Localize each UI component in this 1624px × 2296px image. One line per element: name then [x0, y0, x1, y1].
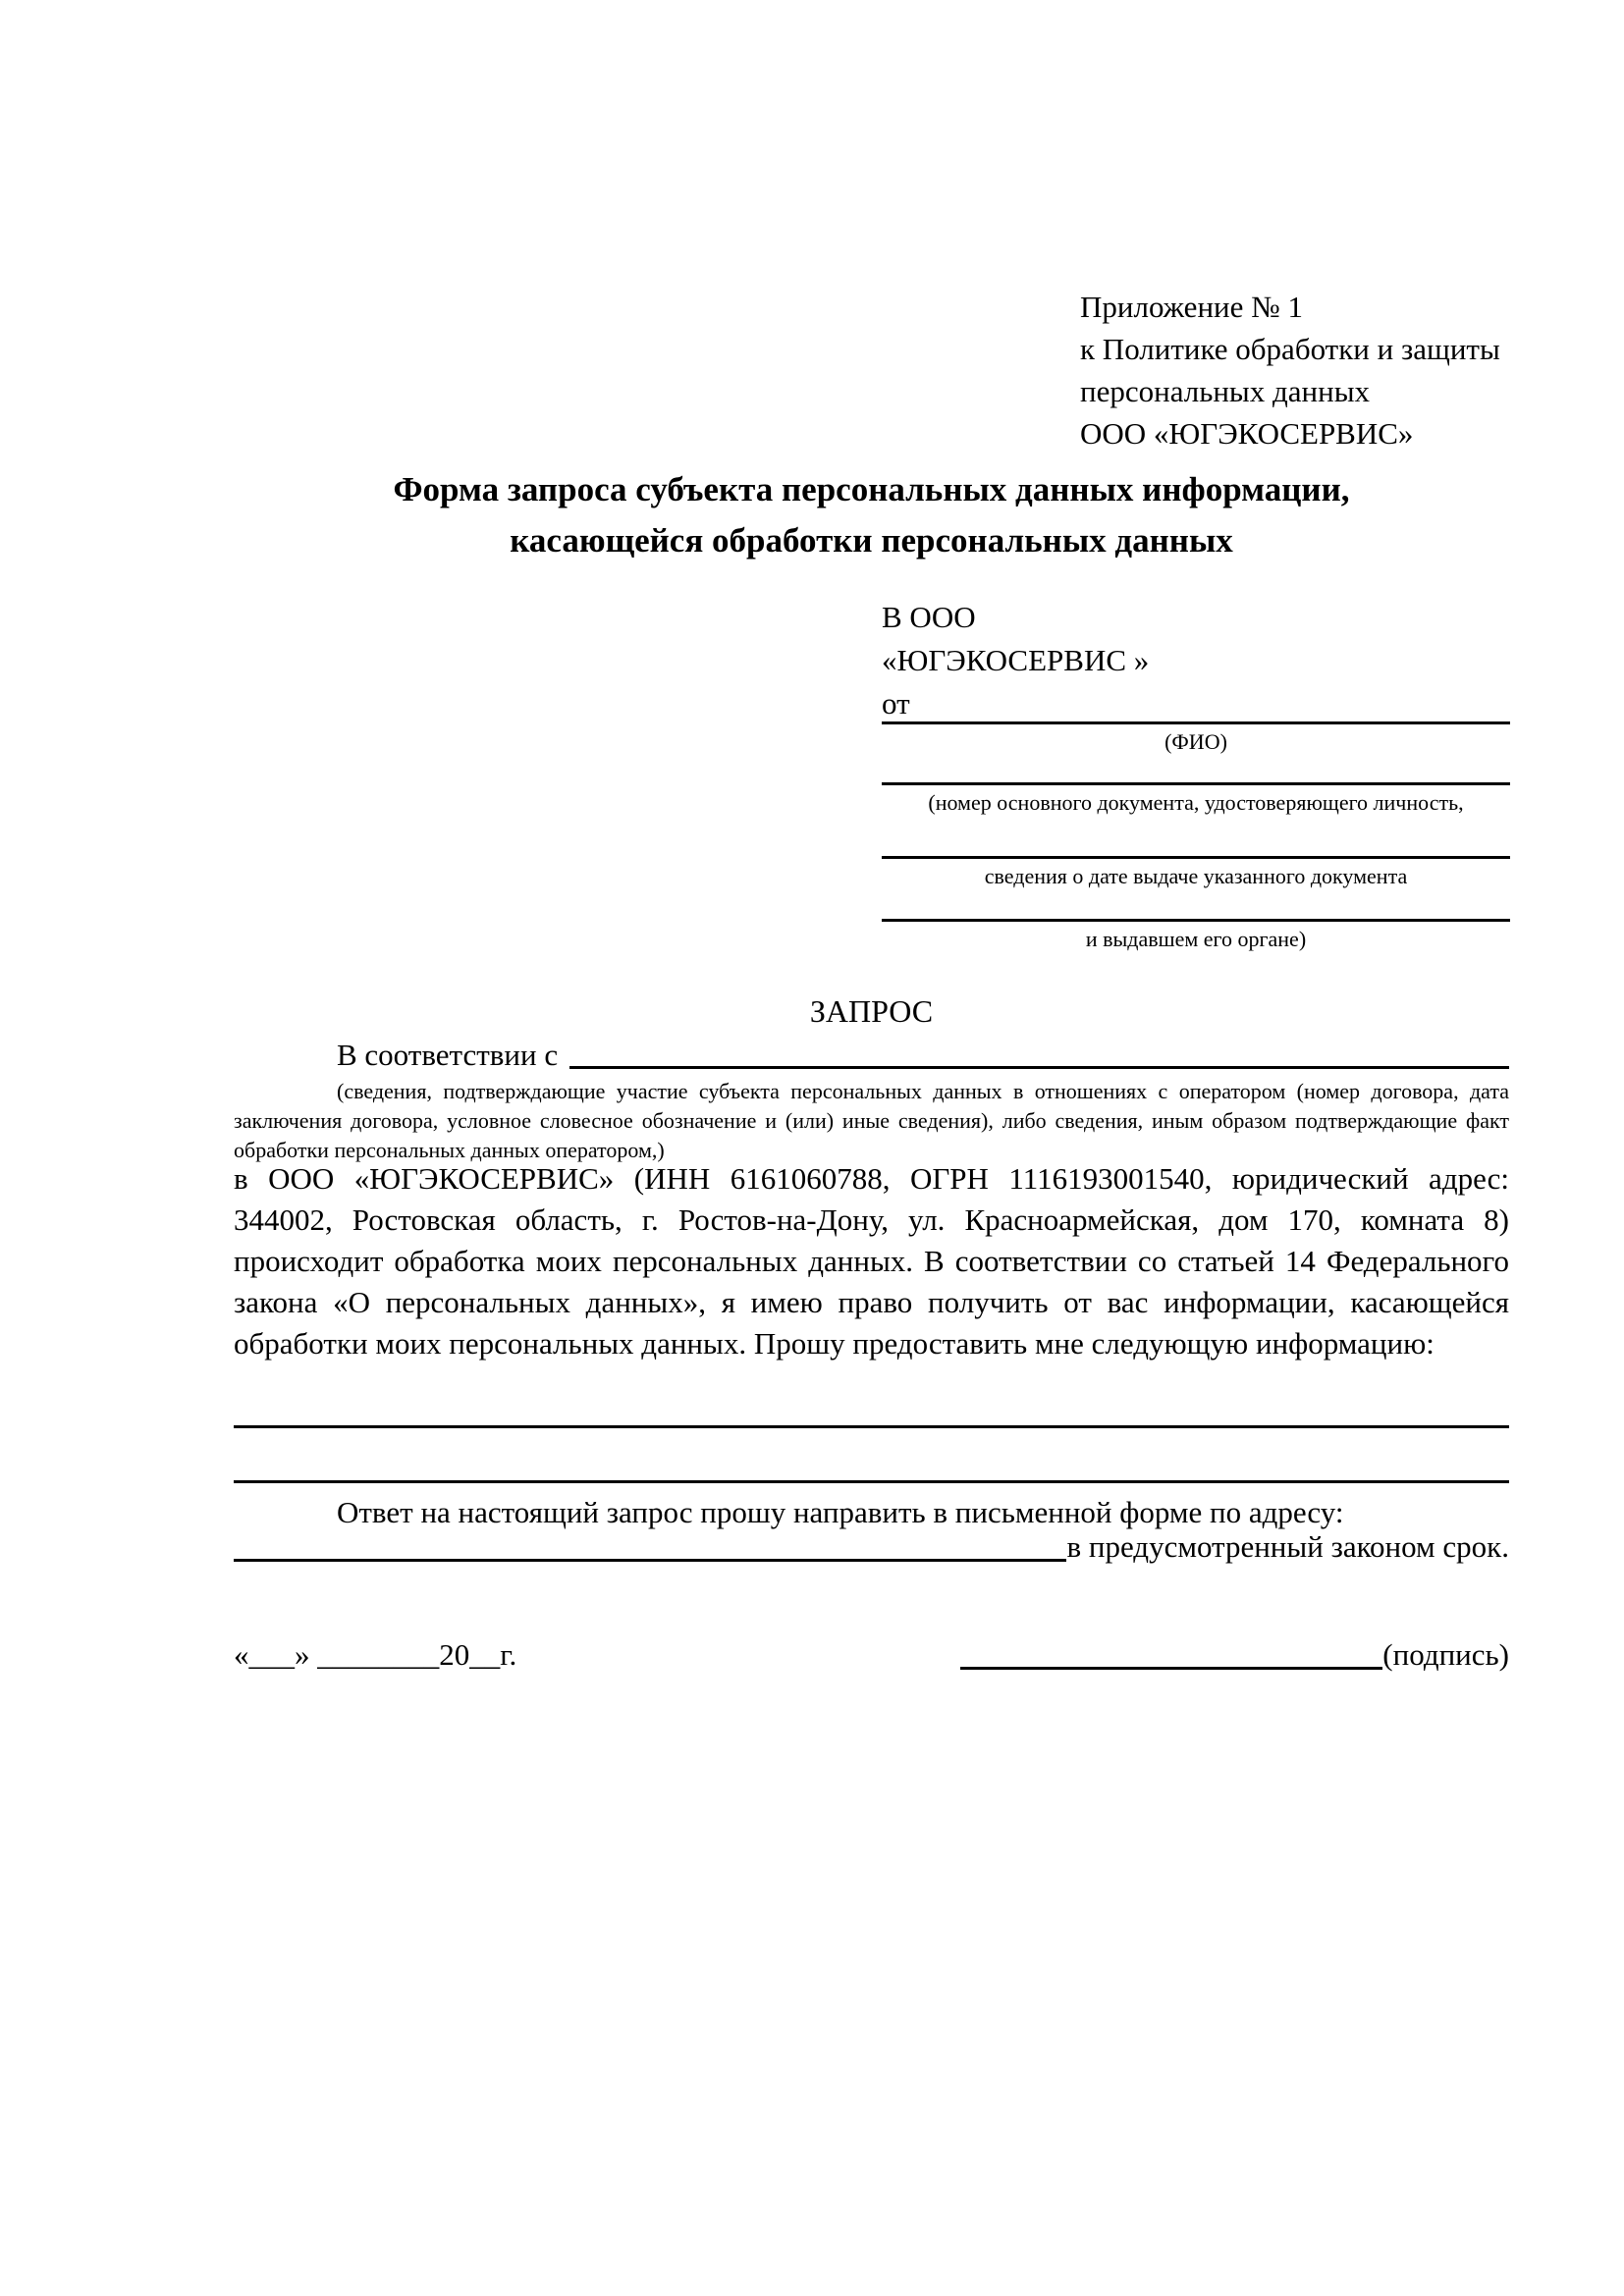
appendix-note	[1080, 286, 1500, 454]
appendix-line: персональных данных	[1080, 374, 1371, 408]
field-issuing-authority	[882, 919, 1510, 952]
information-blank-line-1	[234, 1425, 1509, 1428]
issuing-authority-caption: и выдавшем его органе)	[1085, 927, 1307, 951]
document-title	[234, 464, 1509, 566]
field-issue-date	[882, 856, 1510, 889]
reply-address-row	[234, 1527, 1509, 1567]
information-blank-line-2	[234, 1480, 1509, 1483]
document-title-line: касающейся обработки персональных данных	[510, 521, 1233, 560]
field-fio	[882, 721, 1510, 755]
signature-blank-line	[960, 1667, 1382, 1670]
appendix-line: к Политике обработки и защиты	[1080, 332, 1500, 366]
basis-blank-line	[569, 1066, 1509, 1069]
signature-caption: (подпись)	[1382, 1637, 1509, 1672]
addressee-block	[882, 596, 1149, 725]
request-intro-prefix: В соответствии с	[337, 1038, 559, 1072]
issue-date-caption: сведения о дате выдаче указанного документа	[984, 864, 1408, 888]
signature-cell	[960, 1634, 1509, 1676]
fio-caption: (ФИО)	[1164, 729, 1227, 754]
field-document-number	[882, 782, 1510, 816]
request-intro-row	[234, 1037, 1509, 1074]
request-heading: ЗАПРОС	[809, 993, 934, 1029]
request-intro-footnote: (сведения, подтверждающие участие субъекта персональных данных в отношениях с оператором (номер договора, дата заключения договора, условное словесное обозначение и (или) иные сведения), либо сведения, иным образом подтверждающие факт обработки персональных данных оператором,)	[234, 1079, 1509, 1162]
signature-row	[234, 1634, 1509, 1676]
date-blank-line: «___» ________20__г.	[234, 1637, 517, 1672]
document-title-line: Форма запроса субъекта персональных данных информации,	[393, 470, 1350, 508]
addressee-line: В ООО	[882, 600, 976, 634]
reply-sentence: Ответ на настоящий запрос прошу направить в письменной форме по адресу:	[337, 1495, 1344, 1529]
addressee-line: «ЮГЭКОСЕРВИС »	[882, 643, 1150, 677]
appendix-line: ООО «ЮГЭКОСЕРВИС»	[1080, 416, 1414, 451]
addressee-line: от	[882, 686, 910, 721]
request-body-paragraph: в ООО «ЮГЭКОСЕРВИС» (ИНН 6161060788, ОГРН 1116193001540, юридический адрес: 344002, Ростовская область, г. Ростов-на-Дону, ул. Красноармейская, дом 170, комната 8) происходит обработка моих персональных данных. В соответствии со статьей 14 Федерального закона «О персональных данных», я имею право получить от вас информации, касающейся обработки моих персональных данных. Прошу предоставить мне следующую информацию:	[234, 1161, 1509, 1361]
address-blank-line	[234, 1559, 1066, 1562]
document-number-caption: (номер основного документа, удостоверяющего личность,	[928, 790, 1464, 815]
appendix-line: Приложение № 1	[1080, 290, 1303, 324]
reply-suffix: в предусмотренный законом срок.	[1066, 1529, 1509, 1564]
